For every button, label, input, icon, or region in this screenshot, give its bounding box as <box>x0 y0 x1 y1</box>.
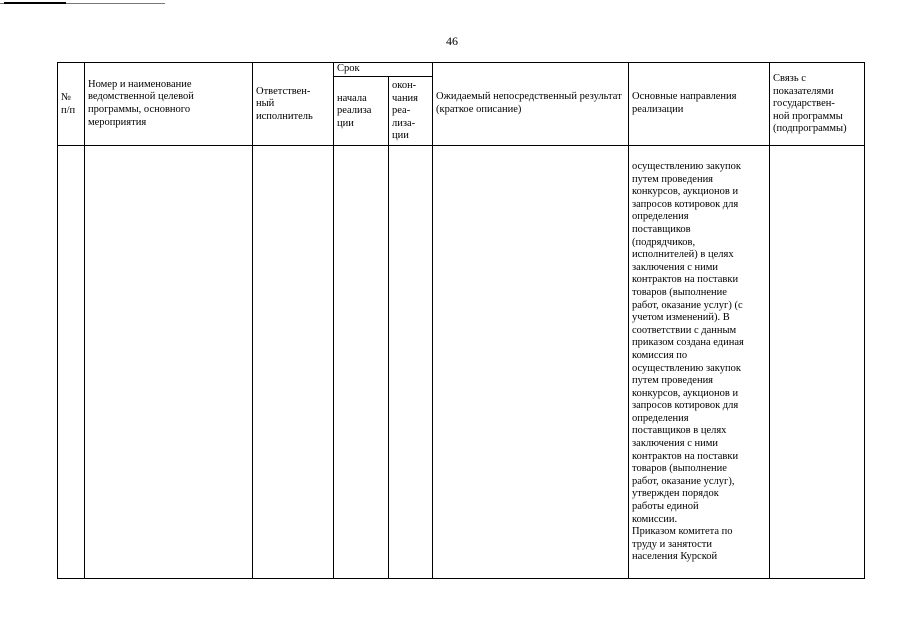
header-num <box>58 63 85 146</box>
header-term-label: Срок <box>337 63 360 75</box>
header-name-label: Номер и наименование ведомственной целевой программы, основного мероприятия <box>88 78 194 128</box>
cell-term-end <box>389 146 433 579</box>
header-term-end <box>389 77 433 146</box>
header-responsible-label: Ответствен- ный исполнитель <box>256 85 313 122</box>
header-link-label: Связь с показателями государствен- ной программы (подпрограммы) <box>773 73 847 135</box>
cell-result <box>433 146 629 579</box>
header-name <box>85 63 253 146</box>
table-row <box>58 146 865 579</box>
cell-directions <box>629 146 770 579</box>
header-directions-label: Основные направления реализации <box>632 91 737 115</box>
cell-responsible <box>253 146 334 579</box>
header-term <box>334 63 433 77</box>
page-number: 46 <box>446 34 458 48</box>
top-rule-accent <box>4 2 66 4</box>
header-term-start-label: начала реализа ции <box>337 92 372 129</box>
header-result <box>433 63 629 146</box>
header-term-end-label: окон- чания реа- лиза- ции <box>392 80 419 142</box>
cell-num <box>58 146 85 579</box>
header-directions <box>629 63 770 146</box>
cell-link <box>770 146 865 579</box>
cell-term-start <box>334 146 389 579</box>
header-result-label: Ожидаемый непосредственный результат (краткое описание) <box>436 91 622 115</box>
header-num-label: № п/п <box>61 91 76 116</box>
program-table <box>57 62 865 579</box>
header-row-1 <box>58 63 865 77</box>
cell-name <box>85 146 253 579</box>
header-term-start <box>334 77 389 146</box>
header-responsible <box>253 63 334 146</box>
header-link <box>770 63 865 146</box>
directions-text: осуществлению закупок путем проведения конкурсов, аукционов и запросов котировок для определения поставщиков (подрядчиков, исполнителей) в целях заключения с ними контрактов на поставки товаров (выполнение работ, оказание услуг) (с учетом изменений). В соответствии с данным приказом создана единая комиссия по осуществлению закупок путем проведения конкурсов, аукционов и запросов котировок для определения поставщиков в целях заключения с ними контрактов на поставки товаров (выполнение работ, оказание услуг), утвержден порядок работы единой комиссии. Приказом комитета по труду и занятости населения Курской <box>632 161 744 563</box>
